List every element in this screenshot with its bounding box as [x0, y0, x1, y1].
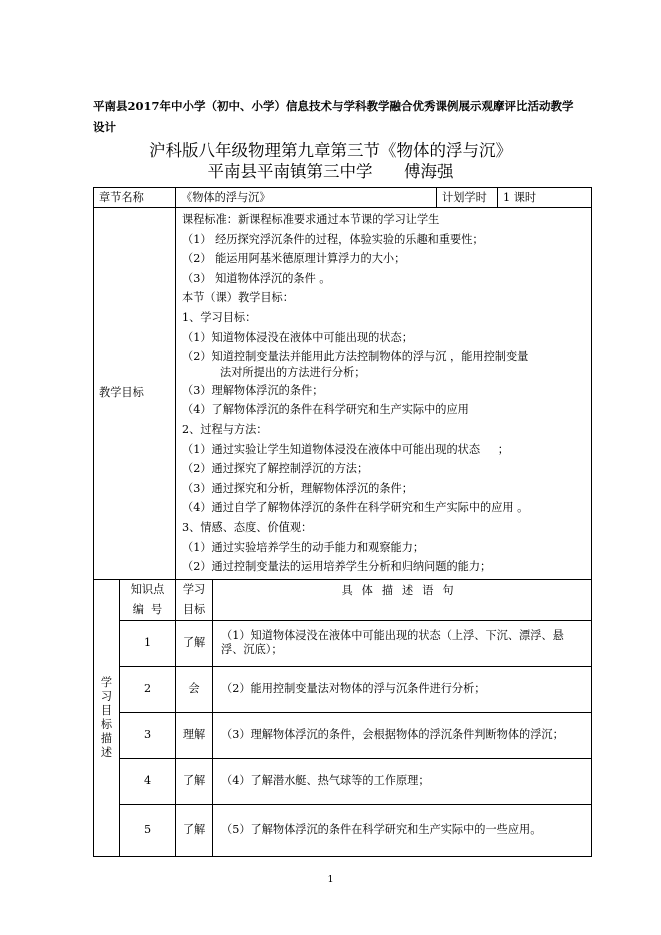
objective-line: 2、过程与方法： — [182, 422, 268, 436]
objective-line: （3） 知道物体浮沉的条件 。 — [182, 271, 331, 285]
learning-target: 会 — [176, 666, 213, 712]
objective-line: （1）通过实验培养学生的动手能力和观察能力； — [182, 540, 425, 554]
table-row — [94, 620, 592, 666]
table-row — [94, 666, 592, 712]
document-header-line-2: 设计 — [93, 120, 116, 134]
description: （2）能用控制变量法对物体的浮与沉条件进行分析； — [213, 666, 592, 712]
objective-line: 本节（课）教学目标： — [182, 291, 294, 305]
objective-line: （1）通过实验让学生知道物体浸没在液体中可能出现的状态 ； — [182, 442, 509, 456]
learning-side-label: 学 习 目 标 描 述 — [94, 579, 120, 856]
hours-label: 计划学时 — [437, 188, 498, 208]
objective-line: （1） 经历探究浮沉条件的过程，体验实验的乐趣和重要性； — [182, 232, 484, 246]
learning-target: 了解 — [176, 758, 213, 804]
lesson-subtitle: 平南县平南镇第三中学 傅海强 — [207, 162, 454, 181]
objective-line: （2）知道控制变量法并能用此方法控制物体的浮与沉 ，能用控制变量 — [182, 350, 529, 364]
document-header-line-1: 平南县2017年中小学（初中、小学）信息技术与学科教学融合优秀课例展示观摩评比活动教学 — [93, 99, 574, 113]
description-header: 具体描述语句 — [213, 579, 592, 620]
objective-line: （2）通过探究了解控制浮沉的方法； — [182, 462, 369, 476]
objectives-row — [94, 208, 592, 580]
page-number: 1 — [327, 874, 334, 885]
description: （1）知道物体浸没在液体中可能出现的状态（上浮、下沉、漂浮、悬浮、沉底）； — [213, 620, 592, 666]
objective-line: （2） 能运用阿基米德原理计算浮力的大小； — [182, 252, 406, 266]
table-row — [94, 712, 592, 758]
learning-target: 了解 — [176, 620, 213, 666]
objective-line: 3、情感、态度、价值观： — [182, 520, 313, 534]
learning-target-header: 学习 目标 — [176, 579, 213, 620]
knowledge-number: 2 — [120, 666, 176, 712]
learning-target: 理解 — [176, 712, 213, 758]
learning-header-row — [94, 579, 592, 620]
description: （3）理解物体浮沉的条件，会根据物体的浮沉条件判断物体的浮沉； — [213, 712, 592, 758]
objective-line: （4）了解物体浮沉的条件在科学研究和生产实际中的应用 — [182, 403, 469, 417]
learning-target: 了解 — [176, 804, 213, 856]
knowledge-number-header: 知识点 编 号 — [120, 579, 176, 620]
objectives-content — [176, 208, 592, 580]
lesson-title: 沪科版八年级物理第九章第三节《物体的浮与沉》 — [149, 141, 512, 160]
table-row — [94, 758, 592, 804]
table-row — [94, 804, 592, 856]
hours-value: 1 课时 — [498, 188, 592, 208]
objective-line: 课程标准：新课程标准要求通过本节课的学习让学生 — [182, 213, 440, 226]
objective-line: 1、学习目标： — [182, 310, 257, 324]
knowledge-number: 3 — [120, 712, 176, 758]
objective-line: （1）知道物体浸没在液体中可能出现的状态； — [182, 330, 413, 344]
chapter-value: 《物体的浮与沉》 — [176, 188, 437, 208]
chapter-label: 章节名称 — [94, 188, 176, 208]
objective-line: （3）通过探究和分析，理解物体浮沉的条件； — [182, 481, 413, 495]
objective-line: （3）理解物体浮沉的条件； — [182, 383, 324, 397]
knowledge-number: 1 — [120, 620, 176, 666]
objective-line: （2）通过控制变量法的运用培养学生分析和归纳问题的能力； — [182, 560, 492, 574]
lesson-table — [93, 187, 592, 857]
objectives-label: 教学目标 — [94, 208, 176, 580]
description: （5）了解物体浮沉的条件在科学研究和生产实际中的一些应用。 — [213, 804, 592, 856]
objective-line: 法对所提出的方法进行分析； — [220, 365, 366, 379]
description: （4）了解潜水艇、热气球等的工作原理； — [213, 758, 592, 804]
knowledge-number: 5 — [120, 804, 176, 856]
objective-line: （4）通过自学了解物体浮沉的条件在科学研究和生产实际中的应用 。 — [182, 501, 529, 515]
chapter-row — [94, 188, 592, 208]
knowledge-number: 4 — [120, 758, 176, 804]
